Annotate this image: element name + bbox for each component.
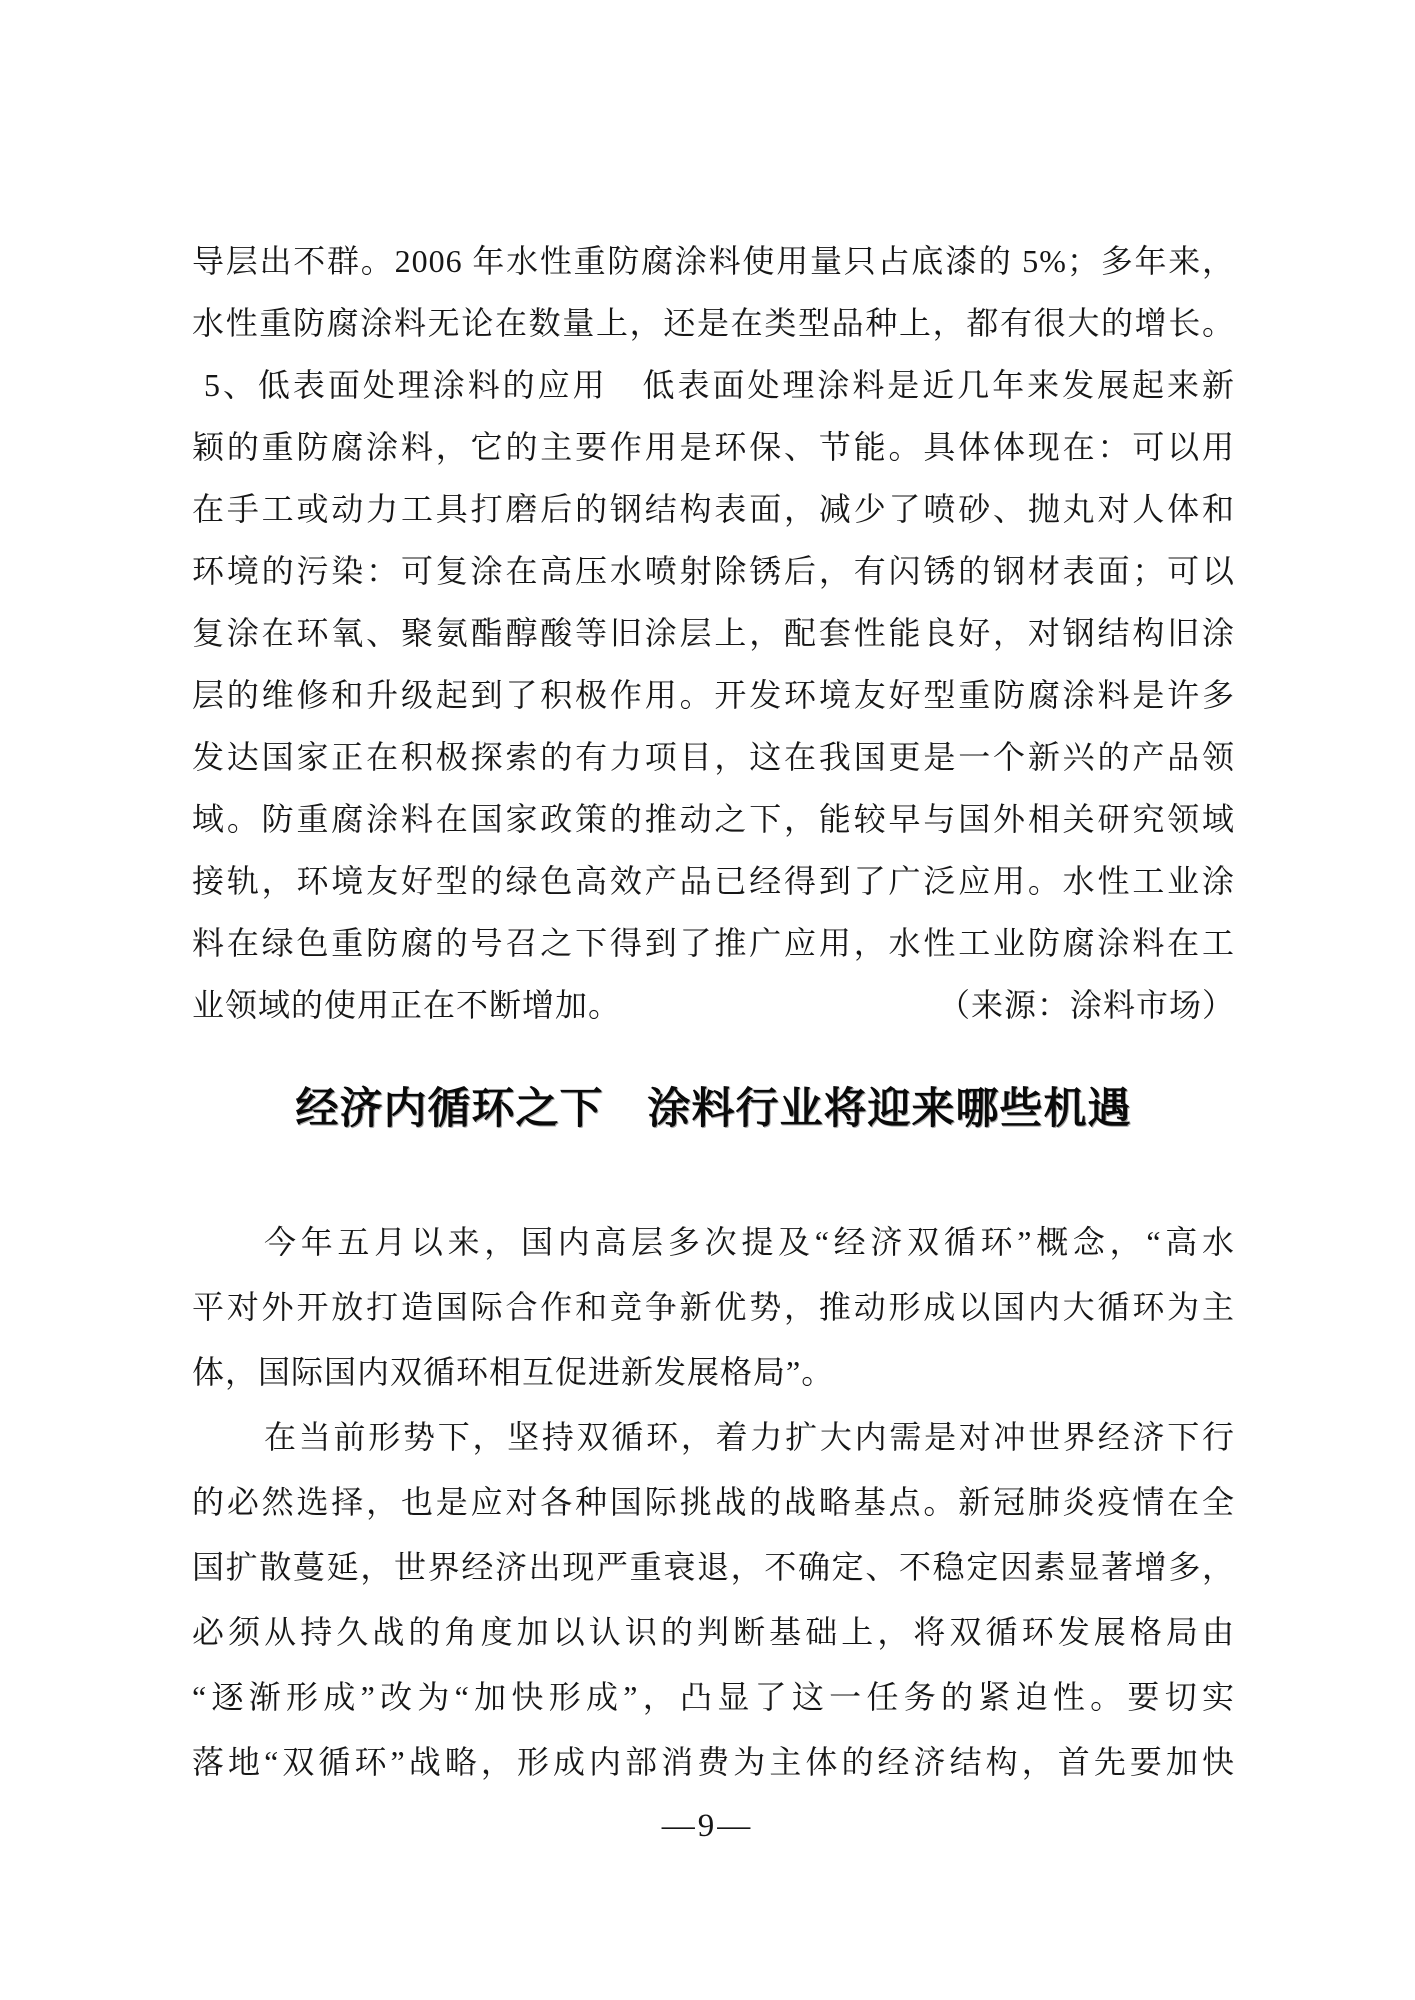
paragraph-line: 环境的污染：可复涂在高压水喷射除锈后，有闪锈的钢材表面；可以 [192,553,1235,589]
paragraph-line: 今年五月以来，国内高层多次提及“经济双循环”概念，“高水 [264,1224,1235,1260]
article-heading: 经济内循环之下 涂料行业将迎来哪些机遇 [295,1086,1132,1133]
paragraph-line: 必须从持久战的角度加以认识的判断基础上，将双循环发展格局由 [192,1614,1235,1650]
paragraph-line: “逐渐形成”改为“加快形成”，凸显了这一任务的紧迫性。要切实 [192,1679,1235,1715]
paragraph-last-line: 体，国际国内双循环相互促进新发展格局”。 [192,1354,835,1390]
paragraph-line: 接轨，环境友好型的绿色高效产品已经得到了广泛应用。水性工业涂 [192,863,1235,899]
section-economic-dual-circulation [192,1210,1235,1795]
paragraph-line: 颖的重防腐涂料，它的主要作用是环保、节能。具体体现在：可以用 [192,429,1235,465]
paragraph-line-text: 业领域的使用正在不断增加。 [192,987,622,1023]
paragraph-line: 层的维修和升级起到了积极作用。开发环境友好型重防腐涂料是许多 [192,677,1235,713]
paragraph-line: 域。防重腐涂料在国家政策的推动之下，能较早与国外相关研究领域 [192,801,1235,837]
paragraph-line: 复涂在环氧、聚氨酯醇酸等旧涂层上，配套性能良好，对钢结构旧涂 [192,615,1235,651]
paragraph-last-line [192,974,1235,1036]
paragraph-line: 在当前形势下，坚持双循环，着力扩大内需是对冲世界经济下行 [264,1419,1235,1455]
paragraph-line: 在手工或动力工具打磨后的钢结构表面，减少了喷砂、抛丸对人体和 [192,491,1235,527]
source-attribution: （来源：涂料市场） [937,987,1235,1023]
paragraph-line: 导层出不群。2006 年水性重防腐涂料使用量只占底漆的 5%；多年来， [192,243,1235,279]
paragraph-line: 平对外开放打造国际合作和竞争新优势，推动形成以国内大循环为主 [192,1289,1235,1325]
paragraph-line: 料在绿色重防腐的号召之下得到了推广应用，水性工业防腐涂料在工 [192,925,1235,961]
page-number: —9— [661,1808,754,1844]
section-heavy-duty-coatings [192,230,1235,1036]
paragraph-line: 水性重防腐涂料无论在数量上，还是在类型品种上，都有很大的增长。 [192,305,1235,341]
paragraph-line: 国扩散蔓延，世界经济出现严重衰退，不确定、不稳定因素显著增多， [192,1549,1235,1585]
document-body [192,230,1235,1795]
paragraph-line: 发达国家正在积极探索的有力项目，这在我国更是一个新兴的产品领 [192,739,1235,775]
paragraph-line: 的必然选择，也是应对各种国际挑战的战略基点。新冠肺炎疫情在全 [192,1484,1235,1520]
paragraph-line: 落地“双循环”战略，形成内部消费为主体的经济结构，首先要加快 [192,1744,1235,1780]
paragraph-line: 5、低表面处理涂料的应用 低表面处理涂料是近几年来发展起来新 [204,367,1235,403]
